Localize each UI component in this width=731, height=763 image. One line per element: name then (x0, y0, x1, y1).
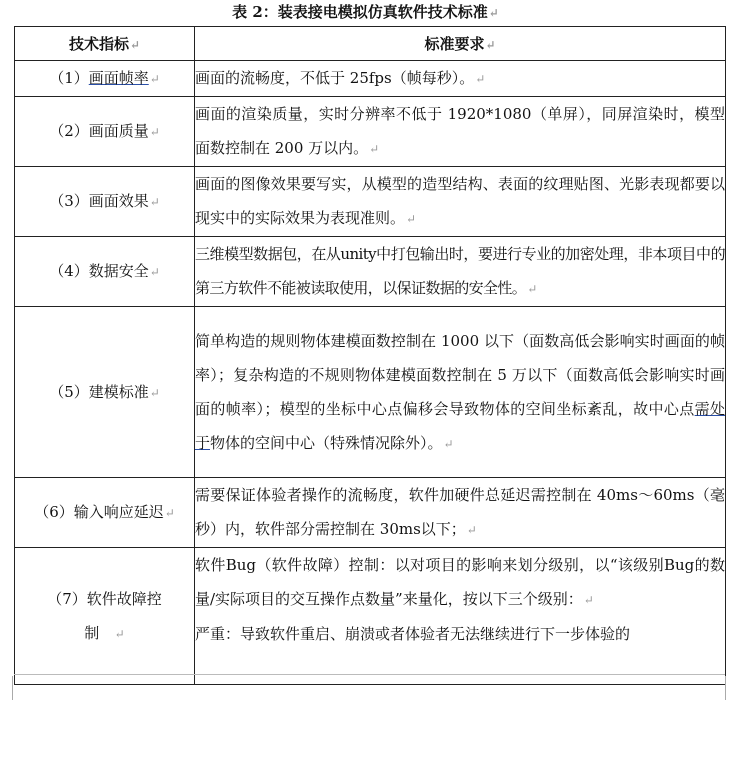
table-row (15, 237, 726, 307)
row-1-requirement: 画面的流畅度，不低于 25fps（帧每秒）。↵ (195, 61, 726, 97)
paragraph-mark-icon: ↵ (164, 506, 175, 520)
paragraph-mark-icon: ↵ (149, 195, 160, 209)
row-7-name (15, 548, 195, 685)
table-row (15, 97, 726, 167)
row-4-name: （4）数据安全↵ (15, 237, 195, 307)
table-row (15, 548, 726, 685)
paragraph-mark-icon: ↵ (129, 38, 141, 52)
paragraph-mark-icon: ↵ (583, 593, 594, 607)
row-1-name: （1）画面帧率↵ (15, 61, 195, 97)
row-7-name-line1: （7）软件故障控 (47, 589, 162, 608)
paragraph-mark-icon: ↵ (369, 142, 380, 156)
row-7-requirement (195, 548, 726, 685)
paragraph-mark-icon: ↵ (149, 265, 160, 279)
paragraph-mark-icon: ↵ (149, 385, 160, 400)
table-row (15, 307, 726, 478)
paragraph-mark-icon: ↵ (149, 72, 160, 86)
page-break-edge (14, 674, 725, 701)
paragraph-mark-icon: ↵ (443, 436, 454, 451)
row-3-name: （3）画面效果↵ (15, 167, 195, 237)
paragraph-mark-icon: ↵ (149, 125, 160, 139)
row-4-requirement: 三维模型数据包，在从unity中打包输出时，要进行专业的加密处理，非本项目中的第三方软件不能被读取使用，以保证数据的安全性。↵ (195, 237, 726, 307)
header-col-requirement: 标准要求↵ (195, 27, 726, 61)
row-2-requirement: 画面的渲染质量，实时分辨率不低于 1920*1080（单屏），同屏渲染时，模型面数控制在 200 万以内。↵ (195, 97, 726, 167)
row-5-requirement: 简单构造的规则物体建模面数控制在 1000 以下（面数高低会影响实时画面的帧率）；复杂构造的不规则物体建模面数控制在 5 万以下（面数高低会影响实时画面的帧率）；模型的坐标中心点偏移会导致物体的空间坐标紊乱，故中心点需处于物体的空间中心（特殊情况除外）。↵ (195, 307, 726, 478)
row-7-paragraph-1: 软件Bug（软件故障）控制：以对项目的影响来划分级别，以“该级别Bug的数量/实际项目的交互操作点数量”来量化，按以下三个级别：↵ (195, 556, 725, 608)
row-2-name: （2）画面质量↵ (15, 97, 195, 167)
row-7-paragraph-2: 严重：导致软件重启、崩溃或者体验者无法继续进行下一步体验的 (195, 625, 631, 643)
table-header-row (15, 27, 726, 61)
paragraph-mark-icon: ↵ (475, 72, 486, 86)
table-caption (0, 0, 731, 24)
row-5-name: （5）建模标准↵ (15, 307, 195, 478)
spellcheck-underline: 画面帧率 (88, 69, 149, 87)
page-corner-right (725, 676, 726, 700)
table-row (15, 478, 726, 548)
row-7-name-line2: 制 ↵ (84, 623, 125, 642)
caption-text: 表 2：装表接电模拟仿真软件技术标准 (232, 3, 488, 21)
table-row (15, 167, 726, 237)
row-6-requirement: 需要保证体验者操作的流畅度，软件加硬件总延迟需控制在 40ms～60ms（毫秒）内，软件部分需控制在 30ms以下；↵ (195, 478, 726, 548)
header-col-indicator: 技术指标↵ (15, 27, 195, 61)
paragraph-mark-icon: ↵ (466, 523, 477, 537)
paragraph-mark-icon: ↵ (488, 6, 499, 20)
spec-table (14, 26, 726, 685)
table-row (15, 61, 726, 97)
row-3-requirement: 画面的图像效果要写实，从模型的造型结构、表面的纹理贴图、光影表现都要以现实中的实际效果为表现准则。↵ (195, 167, 726, 237)
row-6-name: （6）输入响应延迟↵ (15, 478, 195, 548)
paragraph-mark-icon: ↵ (114, 626, 125, 641)
paragraph-mark-icon: ↵ (406, 212, 417, 226)
spellcheck-underline: 需处于 (195, 399, 725, 452)
paragraph-mark-icon: ↵ (485, 38, 496, 52)
paragraph-mark-icon: ↵ (527, 282, 537, 296)
page-corner-left (12, 676, 13, 700)
